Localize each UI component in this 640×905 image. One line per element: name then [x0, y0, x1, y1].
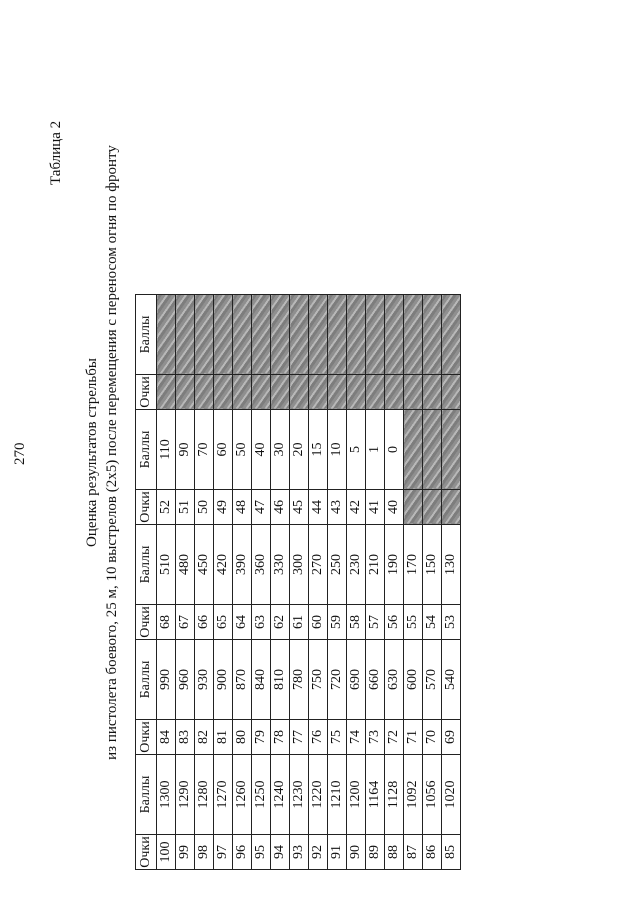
- table-cell: 92: [309, 835, 328, 870]
- table-cell: 64: [233, 605, 252, 640]
- table-cell: 93: [290, 835, 309, 870]
- table-cell: 190: [385, 525, 404, 605]
- table-cell: 99: [176, 835, 195, 870]
- table-cell: 630: [385, 640, 404, 720]
- shaded-cell: [366, 295, 385, 375]
- table-cell: 68: [157, 605, 176, 640]
- table-cell: 50: [195, 490, 214, 525]
- table-cell: 210: [366, 525, 385, 605]
- header-cell: Баллы: [136, 640, 157, 720]
- table-cell: 30: [271, 410, 290, 490]
- page-number: 270: [12, 442, 28, 465]
- shaded-cell: [195, 375, 214, 410]
- table-cell: 78: [271, 720, 290, 755]
- header-cell: Очки: [136, 835, 157, 870]
- table-cell: 300: [290, 525, 309, 605]
- shaded-cell: [157, 295, 176, 375]
- table-cell: 930: [195, 640, 214, 720]
- table-cell: 94: [271, 835, 290, 870]
- header-cell: Баллы: [136, 755, 157, 835]
- shaded-cell: [442, 375, 461, 410]
- table-cell: 76: [309, 720, 328, 755]
- table-cell: 87: [404, 835, 423, 870]
- shaded-cell: [233, 375, 252, 410]
- shaded-cell: [309, 375, 328, 410]
- table-cell: 73: [366, 720, 385, 755]
- table-cell: 100: [157, 835, 176, 870]
- shaded-cell: [385, 375, 404, 410]
- table-cell: 5: [347, 410, 366, 490]
- shaded-cell: [290, 295, 309, 375]
- shaded-cell: [233, 295, 252, 375]
- shaded-cell: [442, 490, 461, 525]
- table-cell: 330: [271, 525, 290, 605]
- table-cell: 660: [366, 640, 385, 720]
- table-cell: 840: [252, 640, 271, 720]
- table-cell: 54: [423, 605, 442, 640]
- table-cell: 63: [252, 605, 271, 640]
- shaded-cell: [309, 295, 328, 375]
- table-cell: 66: [195, 605, 214, 640]
- table-cell: 90: [347, 835, 366, 870]
- table-cell: 250: [328, 525, 347, 605]
- table-row: [214, 295, 233, 870]
- table-cell: 90: [176, 410, 195, 490]
- header-cell: Очки: [136, 720, 157, 755]
- shaded-cell: [385, 295, 404, 375]
- table-cell: 170: [404, 525, 423, 605]
- shaded-cell: [404, 295, 423, 375]
- table-cell: 1056: [423, 755, 442, 835]
- table-cell: 98: [195, 835, 214, 870]
- table-cell: 85: [442, 835, 461, 870]
- table-cell: 990: [157, 640, 176, 720]
- table-cell: 1164: [366, 755, 385, 835]
- table-cell: 60: [309, 605, 328, 640]
- shaded-cell: [176, 375, 195, 410]
- table-cell: 1230: [290, 755, 309, 835]
- table-cell: 69: [442, 720, 461, 755]
- table-cell: 1210: [328, 755, 347, 835]
- table-caption: Таблица 2: [48, 120, 64, 185]
- table-cell: 77: [290, 720, 309, 755]
- table-cell: 42: [347, 490, 366, 525]
- table-cell: 96: [233, 835, 252, 870]
- table-cell: 230: [347, 525, 366, 605]
- table-cell: 50: [233, 410, 252, 490]
- table-cell: 720: [328, 640, 347, 720]
- table-cell: 40: [252, 410, 271, 490]
- table-cell: 56: [385, 605, 404, 640]
- table-cell: 46: [271, 490, 290, 525]
- shaded-cell: [252, 295, 271, 375]
- table-cell: 44: [309, 490, 328, 525]
- table-cell: 20: [290, 410, 309, 490]
- header-cell: Баллы: [136, 410, 157, 490]
- table-cell: 81: [214, 720, 233, 755]
- table-cell: 51: [176, 490, 195, 525]
- scores-table: [135, 294, 461, 870]
- table-cell: 80: [233, 720, 252, 755]
- table-row: [385, 295, 404, 870]
- shaded-cell: [290, 375, 309, 410]
- table-row: [423, 295, 442, 870]
- table-cell: 95: [252, 835, 271, 870]
- table-cell: 43: [328, 490, 347, 525]
- table-cell: 40: [385, 490, 404, 525]
- header-cell: Очки: [136, 375, 157, 410]
- shaded-cell: [366, 375, 385, 410]
- table-cell: 71: [404, 720, 423, 755]
- table-cell: 690: [347, 640, 366, 720]
- table-cell: 41: [366, 490, 385, 525]
- shaded-cell: [214, 295, 233, 375]
- shaded-cell: [404, 410, 423, 490]
- table-row: [442, 295, 461, 870]
- table-row: [404, 295, 423, 870]
- table-cell: 83: [176, 720, 195, 755]
- table-cell: 10: [328, 410, 347, 490]
- table-cell: 49: [214, 490, 233, 525]
- table-cell: 47: [252, 490, 271, 525]
- table-body: [157, 295, 461, 870]
- table-cell: 270: [309, 525, 328, 605]
- table-cell: 1290: [176, 755, 195, 835]
- table-cell: 150: [423, 525, 442, 605]
- table-row: [290, 295, 309, 870]
- shaded-cell: [347, 375, 366, 410]
- table-cell: 780: [290, 640, 309, 720]
- table-cell: 53: [442, 605, 461, 640]
- table-cell: 1240: [271, 755, 290, 835]
- table-cell: 900: [214, 640, 233, 720]
- table-cell: 75: [328, 720, 347, 755]
- table-cell: 130: [442, 525, 461, 605]
- table-cell: 59: [328, 605, 347, 640]
- table-cell: 1270: [214, 755, 233, 835]
- table-row: [366, 295, 385, 870]
- table-cell: 91: [328, 835, 347, 870]
- table-row: [347, 295, 366, 870]
- table-title: Оценка результатов стрельбы: [84, 358, 100, 547]
- table-cell: 450: [195, 525, 214, 605]
- table-cell: 62: [271, 605, 290, 640]
- table-cell: 420: [214, 525, 233, 605]
- table-cell: 70: [423, 720, 442, 755]
- table-cell: 52: [157, 490, 176, 525]
- table-cell: 1092: [404, 755, 423, 835]
- table-cell: 1128: [385, 755, 404, 835]
- table-cell: 0: [385, 410, 404, 490]
- table-cell: 48: [233, 490, 252, 525]
- shaded-cell: [423, 410, 442, 490]
- shaded-cell: [252, 375, 271, 410]
- table-cell: 57: [366, 605, 385, 640]
- shaded-cell: [404, 375, 423, 410]
- table-cell: 360: [252, 525, 271, 605]
- table-cell: 960: [176, 640, 195, 720]
- table-cell: 15: [309, 410, 328, 490]
- table-cell: 110: [157, 410, 176, 490]
- table-cell: 750: [309, 640, 328, 720]
- shaded-cell: [214, 375, 233, 410]
- table-cell: 870: [233, 640, 252, 720]
- table-cell: 84: [157, 720, 176, 755]
- table-row: [176, 295, 195, 870]
- table-cell: 1300: [157, 755, 176, 835]
- table-cell: 97: [214, 835, 233, 870]
- table-cell: 510: [157, 525, 176, 605]
- shaded-cell: [176, 295, 195, 375]
- table-cell: 55: [404, 605, 423, 640]
- table-cell: 45: [290, 490, 309, 525]
- shaded-cell: [328, 375, 347, 410]
- shaded-cell: [442, 295, 461, 375]
- shaded-cell: [271, 295, 290, 375]
- shaded-cell: [404, 490, 423, 525]
- shaded-cell: [328, 295, 347, 375]
- table-subtitle: из пистолета боевого, 25 м, 10 выстрелов (2х5) после перемещения с переносом огня по фронту: [104, 145, 120, 760]
- table-cell: 74: [347, 720, 366, 755]
- header-cell: Баллы: [136, 295, 157, 375]
- table-cell: 1020: [442, 755, 461, 835]
- table-cell: 1220: [309, 755, 328, 835]
- table-cell: 390: [233, 525, 252, 605]
- table-cell: 65: [214, 605, 233, 640]
- header-cell: Очки: [136, 605, 157, 640]
- table-row: [157, 295, 176, 870]
- table-cell: 58: [347, 605, 366, 640]
- table-cell: 540: [442, 640, 461, 720]
- table-row: [309, 295, 328, 870]
- table-cell: 1250: [252, 755, 271, 835]
- table-row: [233, 295, 252, 870]
- table-cell: 1200: [347, 755, 366, 835]
- table-cell: 72: [385, 720, 404, 755]
- table-cell: 86: [423, 835, 442, 870]
- table-cell: 70: [195, 410, 214, 490]
- table-cell: 60: [214, 410, 233, 490]
- table-cell: 570: [423, 640, 442, 720]
- shaded-cell: [423, 375, 442, 410]
- table-row: [328, 295, 347, 870]
- header-row: [136, 295, 157, 870]
- table-cell: 480: [176, 525, 195, 605]
- shaded-cell: [442, 410, 461, 490]
- shaded-cell: [271, 375, 290, 410]
- table-cell: 89: [366, 835, 385, 870]
- shaded-cell: [157, 375, 176, 410]
- table-cell: 79: [252, 720, 271, 755]
- table-row: [271, 295, 290, 870]
- table-cell: 82: [195, 720, 214, 755]
- table-cell: 810: [271, 640, 290, 720]
- table-row: [252, 295, 271, 870]
- header-cell: Очки: [136, 490, 157, 525]
- shaded-cell: [195, 295, 214, 375]
- shaded-cell: [423, 490, 442, 525]
- table-cell: 1: [366, 410, 385, 490]
- table-row: [195, 295, 214, 870]
- header-cell: Баллы: [136, 525, 157, 605]
- table-cell: 88: [385, 835, 404, 870]
- shaded-cell: [423, 295, 442, 375]
- table-cell: 61: [290, 605, 309, 640]
- table-cell: 67: [176, 605, 195, 640]
- table-cell: 600: [404, 640, 423, 720]
- table-cell: 1280: [195, 755, 214, 835]
- table-cell: 1260: [233, 755, 252, 835]
- shaded-cell: [347, 295, 366, 375]
